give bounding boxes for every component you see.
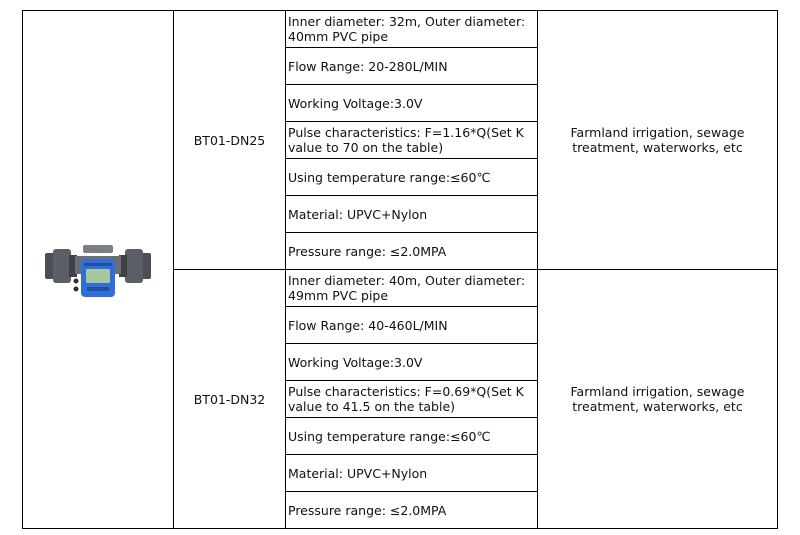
spec-cell: Flow Range: 40-460L/MIN: [286, 307, 538, 344]
product-image-cell: [23, 11, 174, 529]
spec-table: [22, 10, 778, 529]
spec-cell: Flow Range: 20-280L/MIN: [286, 48, 538, 85]
spec-cell: Pulse characteristics: F=1.16*Q(Set K value to 70 on the table): [286, 122, 538, 159]
spec-cell: Using temperature range:≤60℃: [286, 418, 538, 455]
spec-cell: Working Voltage:3.0V: [286, 344, 538, 381]
spec-cell: Working Voltage:3.0V: [286, 85, 538, 122]
model-cell: BT01-DN32: [174, 270, 286, 529]
spec-cell: Inner diameter: 32m, Outer diameter: 40mm PVC pipe: [286, 11, 538, 48]
spec-cell: Pressure range: ≤2.0MPA: [286, 492, 538, 529]
flow-meter-icon: [43, 239, 153, 301]
spec-cell: Inner diameter: 40m, Outer diameter: 49mm PVC pipe: [286, 270, 538, 307]
spec-cell: Material: UPVC+Nylon: [286, 196, 538, 233]
application-cell: Farmland irrigation, sewage treatment, waterworks, etc: [538, 11, 778, 270]
spec-cell: Pressure range: ≤2.0MPA: [286, 233, 538, 270]
spec-cell: Using temperature range:≤60℃: [286, 159, 538, 196]
spec-cell: Pulse characteristics: F=0.69*Q(Set K value to 41.5 on the table): [286, 381, 538, 418]
application-cell: Farmland irrigation, sewage treatment, waterworks, etc: [538, 270, 778, 529]
spec-cell: Material: UPVC+Nylon: [286, 455, 538, 492]
table-row: [23, 11, 778, 48]
model-cell: BT01-DN25: [174, 11, 286, 270]
